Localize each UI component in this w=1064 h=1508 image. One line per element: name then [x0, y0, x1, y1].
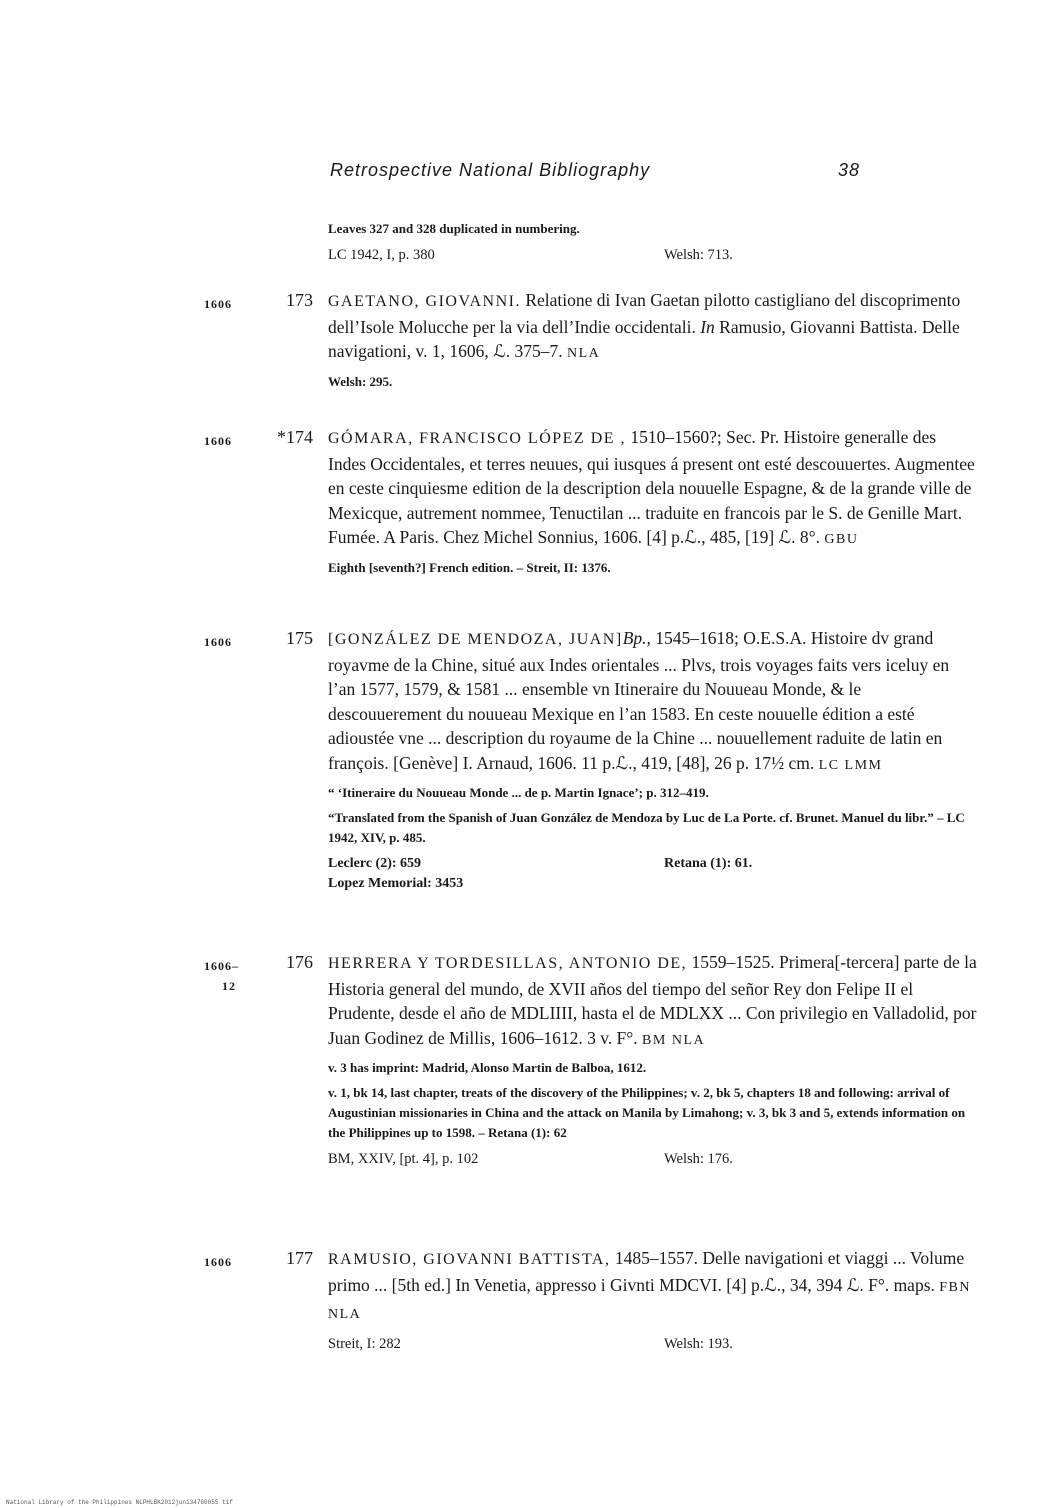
entry-author: HERRERA Y TORDESILLAS, ANTONIO DE, — [328, 955, 688, 972]
entry-year: 1606– — [204, 959, 239, 973]
reference-right: Welsh: 193. — [664, 1335, 733, 1352]
entry-italic: In — [700, 316, 715, 337]
entry-note: Eighth [seventh?] French edition. – Streit, II: 1376. — [328, 559, 611, 575]
entry-italic: Bp., — [622, 628, 651, 648]
entry-number: 175 — [286, 628, 313, 648]
reference-left-2: Lopez Memorial: 3453 — [328, 876, 464, 891]
entry-year: 1606 — [204, 1255, 232, 1269]
entry-note-1: “ ‘Itineraire du Nouueau Monde ... de p. Martin Ignace’; p. 312–419. — [328, 785, 709, 800]
entry-year-end: 12 — [222, 979, 236, 993]
reference-left: Streit, I: 282 — [328, 1335, 401, 1352]
references — [328, 1149, 978, 1169]
references — [328, 245, 978, 265]
entry-libraries: BM NLA — [642, 1032, 706, 1048]
entry-author: GAETANO, GIOVANNI. — [328, 293, 521, 310]
entry-text: 1545–1618; O.E.S.A. Histoire dv grand royavme de la Chine, situé aux Indes orientales ... Plvs, trois voyages faits vers iceluy en l’an 1577, 1579, & 1581 ... ensemble vn Itineraire du Nouueau Monde, & le descouuerement du nouueau Mexique en l’an 1583. En ceste nouuelle édition a esté adioustée vne ... description du royaume de la Chine ... nouuellement raduite de latin en françois. [Genève] I. Arnaud, 1606. 11 p.ℒ., 419, [48], 26 p. 17½ cm. — [328, 628, 950, 773]
entry-author: GÓMARA, FRANCISCO LÓPEZ DE , — [328, 430, 627, 447]
header-title: Retrospective National Bibliography — [330, 160, 651, 180]
entry-note-2: v. 1, bk 14, last chapter, treats of the discovery of the Philippines; v. 2, bk 5, chapters 18 and following: arrival of Augustinian missionaries in China and the attack on Manila by Limahong; v. 3, bk 3 and 5, extends information on the Philippines up to 1598. – Retana (1): 62 — [328, 1085, 966, 1140]
entry-number: 176 — [286, 952, 313, 972]
page-number: 38 — [837, 160, 860, 180]
entry-note: Welsh: 295. — [328, 373, 393, 389]
note: Leaves 327 and 328 duplicated in numbering. — [328, 221, 580, 236]
reference-left: BM, XXIV, [pt. 4], p. 102 — [328, 1151, 479, 1167]
entry-text: 1485–1557. Delle navigationi et viaggi ... Volume primo ... [5th ed.] In Venetia, appresso i Givnti MDCVI. [4] p.ℒ., 34, 394 ℒ. F°. maps. — [328, 1248, 965, 1295]
entry-year: 1606 — [204, 297, 232, 311]
entry-number: 173 — [286, 290, 313, 310]
entry-text: Relatione di Ivan Gaetan pilotto castigliano del discoprimento dell’Isole Molucche per la via dell’Indie occidentali. — [328, 290, 961, 337]
reference-right: Welsh: 176. — [664, 1151, 733, 1167]
entry-text: 1510–1560?; Sec. Pr. Histoire generalle des Indes Occidentales, et terres neuues, qui iusques á present ont esté descouuertes. Augmentee en ceste cinquiesme edition de la description dela nouuelle Espagne, & de la grande ville de Mexicque, autrement nommee, Tenuctilan ... traduite en francois par le S. de Genille Mart. Fumée. A Paris. Chez Michel Sonnius, 1606. [4] p.ℒ., 485, [19] ℒ. 8°. — [328, 427, 975, 547]
reference-left: Leclerc (2): 659 — [328, 856, 422, 871]
entry-author: [GONZÁLEZ DE MENDOZA, JUAN] — [328, 631, 623, 648]
entry-author: RAMUSIO, GIOVANNI BATTISTA, — [328, 1251, 611, 1268]
entry-libraries: LC LMM — [818, 757, 883, 773]
entry-year: 1606 — [204, 434, 232, 448]
entry-text: 1559–1525. Primera[-tercera] parte de la Historia general del mundo, de XVII años del tiempo del señor Rey don Felipe II el Prudente, desde el año de MDLIIII, hasta el de MDLXX ... Con privilegio en Valladolid, por Juan Godinez de Millis, 1606–1612. 3 v. F°. — [328, 952, 977, 1048]
entry-number: *174 — [277, 427, 313, 447]
reference-right: Welsh: 713. — [664, 247, 733, 263]
references — [328, 1334, 978, 1354]
entry-note-2: “Translated from the Spanish of Juan González de Mendoza by Luc de La Porte. cf. Brunet. Manuel du libr.” – LC 1942, XIV, p. 485. — [328, 810, 965, 845]
entry-libraries: FBN NLA — [328, 1279, 971, 1322]
entry-note-1: v. 3 has imprint: Madrid, Alonso Martin de Balboa, 1612. — [328, 1060, 647, 1075]
reference-left: LC 1942, I, p. 380 — [328, 247, 435, 263]
reference-right: Retana (1): 61. — [664, 856, 753, 871]
entry-libraries: NLA — [566, 346, 601, 361]
references — [328, 854, 978, 874]
entry-text-b: Ramusio, Giovanni Battista. Delle navigationi, v. 1, 1606, ℒ. 375–7. — [328, 316, 960, 361]
entry-libraries: GBU — [824, 532, 859, 547]
entry-year: 1606 — [204, 635, 232, 649]
entry-number: 177 — [286, 1248, 313, 1268]
scan-footer: National Library of the Philippines NLPHLBK2012jun134760055 tif — [6, 1499, 233, 1506]
